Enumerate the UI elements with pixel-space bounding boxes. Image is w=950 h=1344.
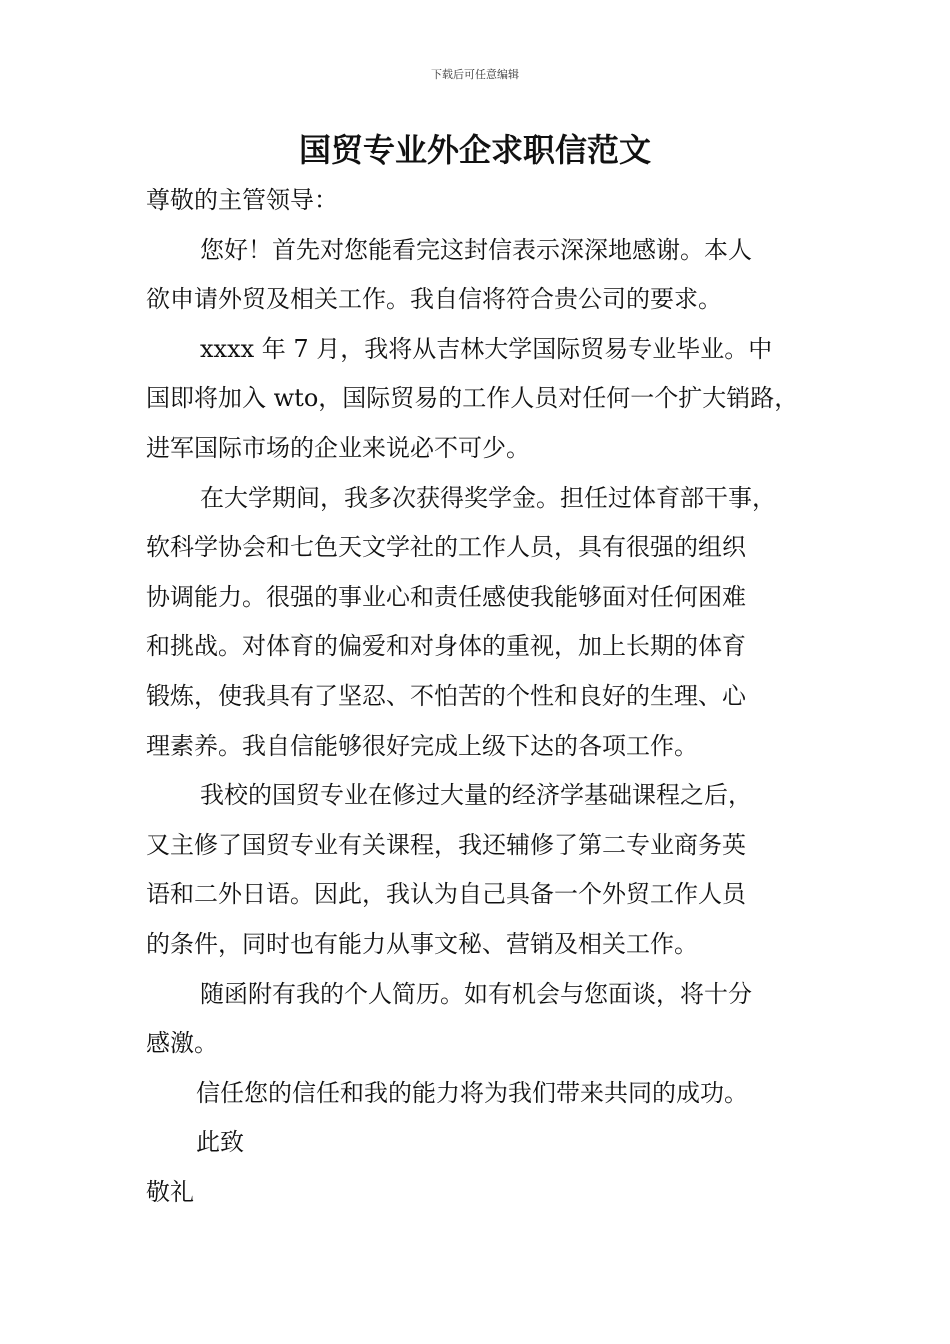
paragraph-line: 和挑战。对体育的偏爱和对身体的重视，加上长期的体育 bbox=[146, 632, 746, 661]
paragraph-line: 理素养。我自信能够很好完成上级下达的各项工作。 bbox=[146, 731, 698, 760]
paragraph-line: 在大学期间，我多次获得奖学金。担任过体育部干事， bbox=[200, 483, 776, 512]
paragraph-line: xxxx 年 7 月，我将从吉林大学国际贸易专业毕业。中 bbox=[200, 334, 773, 363]
paragraph-line: 锻炼，使我具有了坚忍、不怕苦的个性和良好的生理、心 bbox=[146, 681, 746, 710]
paragraph-line: 又主修了国贸专业有关课程，我还辅修了第二专业商务英 bbox=[146, 830, 746, 859]
paragraph-line: 进军国际市场的企业来说必不可少。 bbox=[146, 433, 530, 462]
page-title: 国贸专业外企求职信范文 bbox=[298, 131, 651, 169]
paragraph-line: 感激。 bbox=[146, 1029, 218, 1058]
paragraph-line: 国即将加入 wto，国际贸易的工作人员对任何一个扩大销路， bbox=[146, 384, 799, 413]
closing-line: 信任您的信任和我的能力将为我们带来共同的成功。 bbox=[196, 1078, 748, 1107]
header-note: 下载后可任意编辑 bbox=[431, 68, 519, 81]
paragraph-line: 我校的国贸专业在修过大量的经济学基础课程之后， bbox=[200, 781, 752, 810]
closing-jingli: 敬礼 bbox=[146, 1177, 194, 1206]
paragraph-line: 软科学协会和七色天文学社的工作人员，具有很强的组织 bbox=[146, 533, 746, 562]
letter-body bbox=[146, 176, 826, 1217]
paragraph-line: 您好！首先对您能看完这封信表示深深地感谢。本人 bbox=[200, 235, 752, 264]
paragraph-line: 欲申请外贸及相关工作。我自信将符合贵公司的要求。 bbox=[146, 285, 722, 314]
salutation: 尊敬的主管领导： bbox=[146, 186, 338, 214]
paragraph-line: 随函附有我的个人简历。如有机会与您面谈，将十分 bbox=[200, 979, 752, 1008]
paragraph-line: 语和二外日语。因此，我认为自己具备一个外贸工作人员 bbox=[146, 880, 746, 909]
paragraph-line: 的条件，同时也有能力从事文秘、营销及相关工作。 bbox=[146, 929, 698, 958]
closing-cizhi: 此致 bbox=[196, 1128, 244, 1157]
paragraph-line: 协调能力。很强的事业心和责任感使我能够面对任何困难 bbox=[146, 582, 746, 611]
